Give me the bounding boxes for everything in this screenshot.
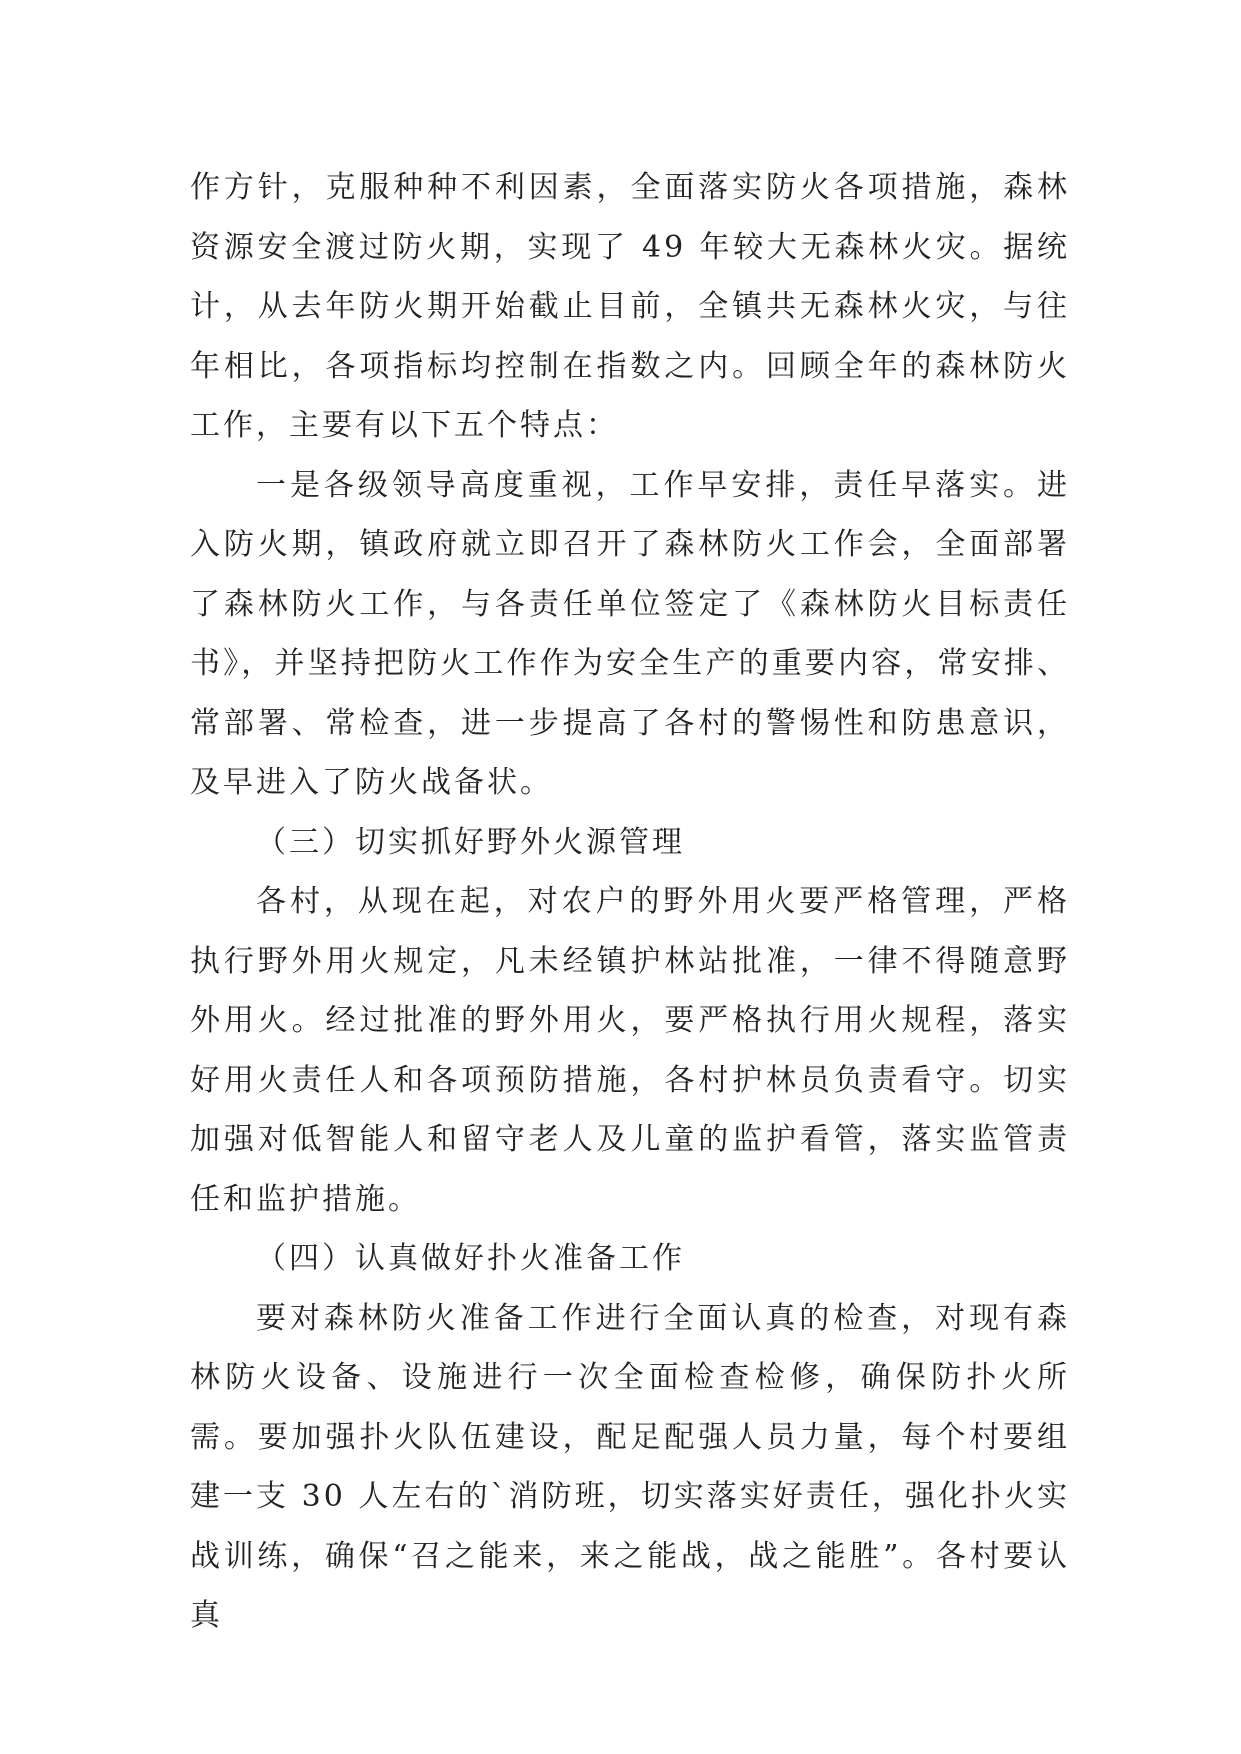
paragraph-fire-source-management: 各村，从现在起，对农户的野外用火要严格管理，严格执行野外用火规定，凡未经镇护林站批准，一律不得随意野外用火。经过批准的野外用火，要严格执行用火规程，落实好用火责任人和各项预防措施，各村护林员负责看守。切实加强对低智能人和留守老人及儿童的监护看管，落实监管责任和监护措施。 — [190, 884, 1070, 1217]
section-heading-three: （三）切实抓好野外火源管理 — [256, 824, 685, 860]
paragraph-feature-one: 一是各级领导高度重视，工作早安排，责任早落实。进入防火期，镇政府就立即召开了森林防火工作会，全面部署了森林防火工作，与各责任单位签定了《森林防火目标责任书》，并坚持把防火工作作为安全生产的重要内容，常安排、常部署、常检查，进一步提高了各村的警惕性和防患意识，及早进入了防火战备状。 — [190, 467, 1070, 800]
document-body — [190, 158, 1070, 1646]
paragraph-firefighting-preparation: 要对森林防火准备工作进行全面认真的检查，对现有森林防火设备、设施进行一次全面检查检修，确保防扑火所需。要加强扑火队伍建设，配足配强人员力量，每个村要组建一支 30 人左右的`消防班，切实落实好责任，强化扑火实战训练，确保“召之能来，来之能战，战之能胜”。各村要认真 — [190, 1300, 1070, 1633]
paragraph-intro: 作方针，克服种种不利因素，全面落实防火各项措施，森林资源安全渡过防火期，实现了 49 年较大无森林火灾。据统计，从去年防火期开始截止目前，全镇共无森林火灾，与往年相比，各项指标均控制在指数之内。回顾全年的森林防火工作，主要有以下五个特点： — [190, 170, 1070, 443]
section-heading-four: （四）认真做好扑火准备工作 — [256, 1241, 685, 1276]
